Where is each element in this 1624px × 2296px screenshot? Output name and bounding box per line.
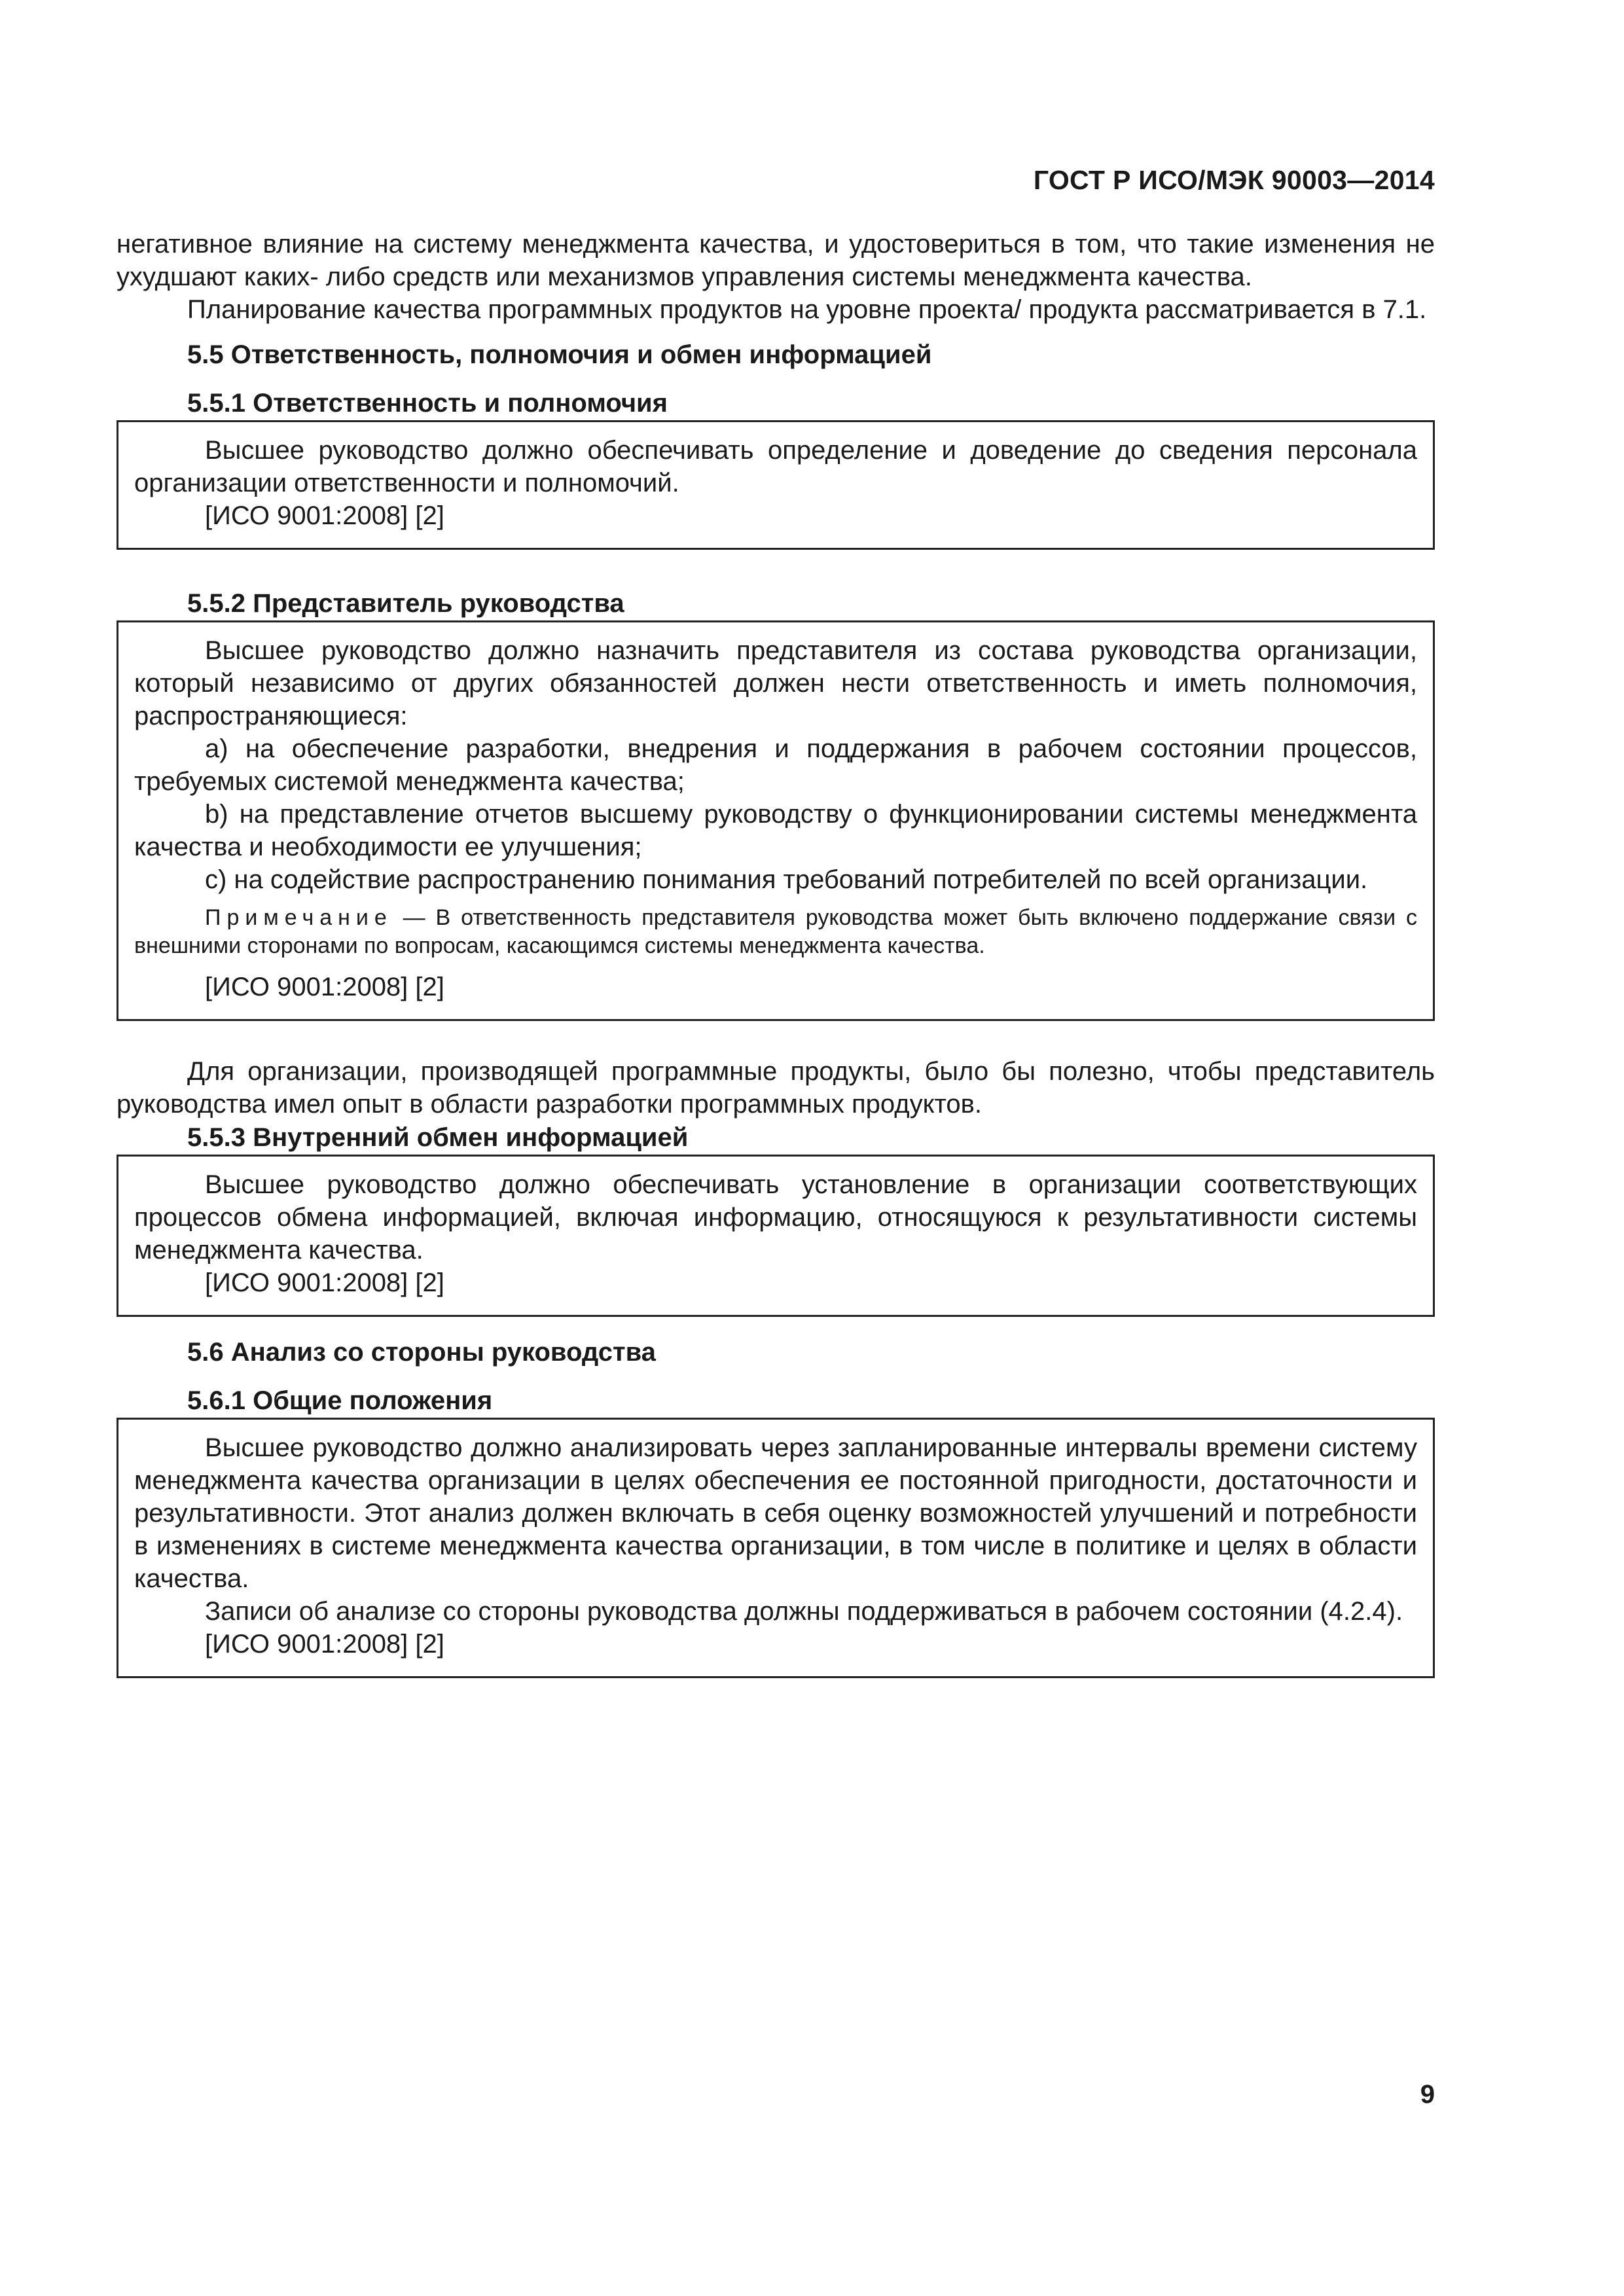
quote-citation: [ИСО 9001:2008] [2]: [205, 1630, 444, 1659]
list-item: b) на представление отчетов высшему руководству о функционировании системы менеджмента качества и необходимости ее улучшения;: [134, 800, 1417, 861]
subsection-heading: 5.6.1 Общие положения: [187, 1386, 493, 1415]
note-label: Примечание: [205, 905, 393, 930]
quote-citation: [ИСО 9001:2008] [2]: [205, 973, 444, 1001]
subsection-heading: 5.5.1 Ответственность и полномочия: [187, 389, 668, 418]
document-body: [117, 228, 1435, 1678]
subsection-heading: 5.5.2 Представитель руководства: [187, 589, 624, 618]
quote-text: Высшее руководство должно обеспечивать установление в организации соответствующих процессов обмена информацией, включая информацию, относящуюся к результативности системы менеджмента качества.: [134, 1170, 1417, 1265]
subsection-heading: 5.5.3 Внутренний обмен информацией: [187, 1123, 689, 1152]
quote-box: [117, 620, 1435, 1021]
quote-box: [117, 1155, 1435, 1317]
document-id-header: ГОСТ Р ИСО/МЭК 90003—2014: [1033, 165, 1435, 195]
page-number: 9: [1420, 2080, 1435, 2109]
quote-citation: [ИСО 9001:2008] [2]: [205, 501, 444, 530]
body-paragraph: Для организации, производящей программные продукты, было бы полезно, чтобы представитель руководства имел опыт в области разработки программных продуктов.: [117, 1057, 1435, 1119]
quote-box: [117, 1418, 1435, 1678]
quote-text: Высшее руководство должно анализировать через запланированные интервалы времени систему менеджмента качества организации в целях обеспечения ее постоянной пригодности, достаточности и результативности. Этот анализ должен включать в себя оценку возможностей улучшений и потребности в изменениях в системе менеджмента качества организации, в том числе в политике и целях в области качества.: [134, 1433, 1417, 1593]
intro-paragraph: Планирование качества программных продуктов на уровне проекта/ продукта рассматривается в 7.1.: [187, 295, 1427, 324]
note: [134, 904, 1417, 960]
quote-text: Высшее руководство должно назначить представителя из состава руководства организации, который независимо от других обязанностей должен нести ответственность и иметь полномочия, распространяющиеся:: [134, 636, 1417, 730]
list-item: a) на обеспечение разработки, внедрения и поддержания в рабочем состоянии процессов, требуемых системой менеджмента качества;: [134, 734, 1417, 796]
quote-text: Высшее руководство должно обеспечивать определение и доведение до сведения персонала организации ответственности и полномочий.: [134, 436, 1417, 497]
quote-citation: [ИСО 9001:2008] [2]: [205, 1268, 444, 1297]
intro-paragraph: негативное влияние на систему менеджмента качества, и удостовериться в том, что такие изменения не ухудшают каких- либо средств или механизмов управления системы менеджмента качества.: [117, 230, 1435, 291]
quote-text: Записи об анализе со стороны руководства должны поддерживаться в рабочем состоянии (4.2.4).: [205, 1597, 1403, 1626]
section-heading: 5.5 Ответственность, полномочия и обмен информацией: [187, 340, 932, 369]
list-item: c) на содействие распространению понимания требований потребителей по всей организации.: [205, 865, 1368, 894]
quote-box: [117, 420, 1435, 550]
note-text: — В ответственность представителя руководства может быть включено поддержание связи с внешними сторонами по вопросам, касающимся системы менеджмента качества.: [134, 905, 1417, 958]
section-heading: 5.6 Анализ со стороны руководства: [187, 1338, 656, 1367]
